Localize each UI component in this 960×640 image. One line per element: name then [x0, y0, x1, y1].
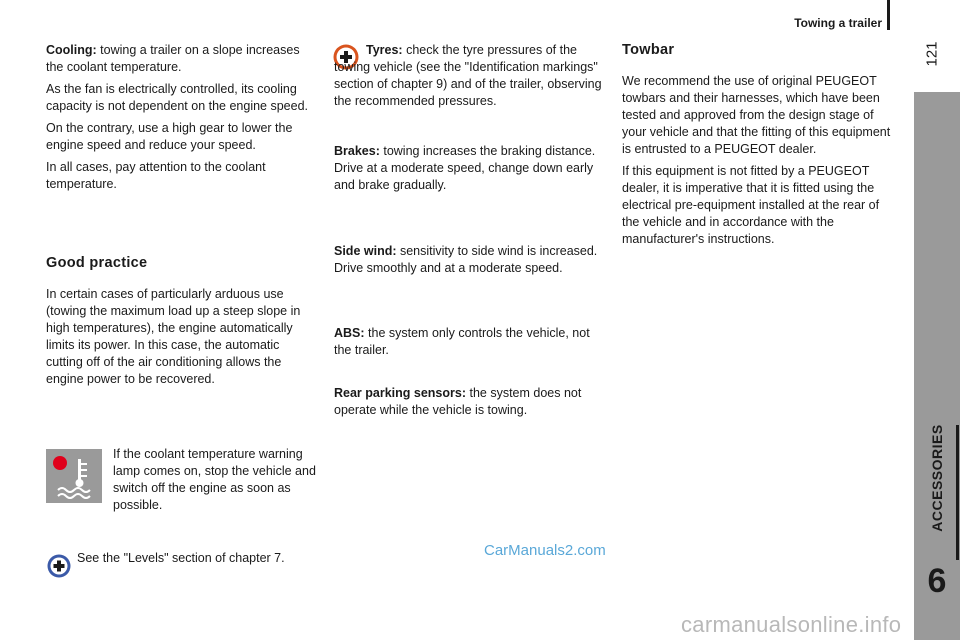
- side-tab-rule: [956, 425, 959, 560]
- rear-sensors-text: the system does not operate while the vehicle is towing.: [334, 386, 582, 417]
- side-wind-paragraph: [334, 243, 606, 277]
- cooling-text: towing a trailer on a slope increases the coolant temperature.: [46, 43, 300, 74]
- see-levels-text: See the "Levels" section of chapter 7.: [77, 551, 285, 565]
- towbar-paragraph-2: If this equipment is not fitted by a PEUGEOT dealer, it is imperative that it is fitted using the electrical pre-equipment installed at the rear of the vehicle and in accordance with the manufacturer's instructions.: [622, 164, 880, 246]
- abs-block: [334, 325, 606, 364]
- towbar-paragraph-1: We recommend the use of original PEUGEOT towbars and their harnesses, which have been tested and approved from the design stage of your vehicle and that the fitting of this equipment is entrusted to a PEUGEOT dealer.: [622, 74, 891, 156]
- cooling-label: Cooling:: [46, 43, 97, 57]
- towbar-heading: Towbar: [622, 42, 675, 58]
- coolant-warning-box: [46, 449, 102, 503]
- running-header-title: Towing a trailer: [794, 16, 882, 30]
- chapter-side-tab: [914, 92, 960, 640]
- watermark-top: CarManuals2.com: [484, 542, 606, 559]
- column-3: [622, 42, 894, 253]
- side-tab-label: ACCESSORIES: [929, 424, 945, 532]
- good-practice-text: In certain cases of particularly arduous use (towing the maximum load up a steep slope in high temperatures), the engine automatically limits its power. In this case, the automatic cutting off of the air conditioning allows the engine power to be recovered.: [46, 287, 301, 386]
- brakes-block: [334, 143, 606, 199]
- cooling-paragraph: [46, 42, 318, 76]
- good-practice-heading: Good practice: [46, 255, 148, 271]
- rear-sensors-label: Rear parking sensors:: [334, 386, 466, 400]
- coolant-warning-text: If the coolant temperature warning lamp comes on, stop the vehicle and switch off the engine as soon as possible.: [113, 447, 316, 512]
- gear-paragraph: On the contrary, use a high gear to lower the engine speed and reduce your speed.: [46, 121, 293, 152]
- column-2: [334, 42, 606, 115]
- page-number: 121: [923, 41, 941, 67]
- tyres-label: Tyres:: [366, 43, 403, 57]
- abs-paragraph: [334, 325, 606, 359]
- good-practice-section: [46, 255, 318, 393]
- abs-text: the system only controls the vehicle, not the trailer.: [334, 326, 590, 357]
- column-1: [46, 42, 318, 198]
- side-wind-block: [334, 243, 606, 282]
- side-wind-label: Side wind:: [334, 244, 397, 258]
- abs-label: ABS:: [334, 326, 365, 340]
- fan-paragraph: As the fan is electrically controlled, its cooling capacity is not dependent on the engine speed.: [46, 82, 309, 113]
- attention-paragraph: In all cases, pay attention to the coolant temperature.: [46, 160, 266, 191]
- plus-circle-icon: [47, 554, 71, 578]
- see-levels-block: [77, 550, 317, 572]
- coolant-warning-text-block: [113, 446, 318, 519]
- rear-sensors-block: [334, 385, 606, 424]
- coolant-temperature-warning-icon: [46, 449, 102, 503]
- brakes-paragraph: [334, 143, 606, 194]
- brakes-label: Brakes:: [334, 144, 380, 158]
- chapter-number: 6: [927, 562, 947, 600]
- header-rule: [887, 0, 890, 30]
- tyres-paragraph: [334, 42, 606, 110]
- brakes-text: towing increases the braking distance. Drive at a moderate speed, change down early and brake gradually.: [334, 144, 596, 192]
- rear-sensors-paragraph: [334, 385, 606, 419]
- watermark-bottom: carmanualsonline.info: [681, 612, 902, 637]
- tyres-text: check the tyre pressures of the towing vehicle (see the "Identification markings" section of chapter 9) and of the trailer, observing the recommended pressures.: [334, 43, 602, 108]
- side-wind-text: sensitivity to side wind is increased. Drive smoothly and at a moderate speed.: [334, 244, 598, 275]
